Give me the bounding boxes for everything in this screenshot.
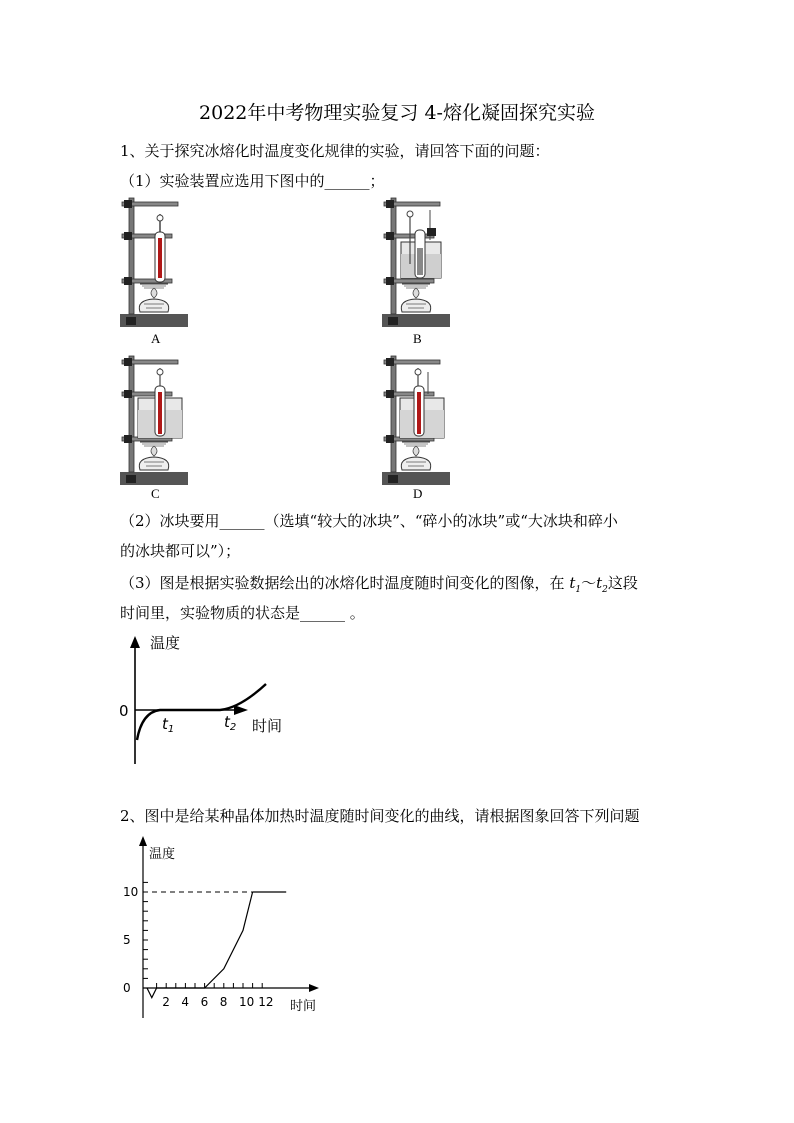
apparatus-a [120,198,188,327]
chart-y-arrow-icon [139,836,147,846]
part-3-text-b: 这段 [607,574,638,592]
chart-y-tick-label: 5 [123,933,131,947]
graph-t1-label: $t_1$ [162,715,175,735]
page-title: 2022年中考物理实验复习 4-熔化凝固探究实验 [199,102,595,124]
chart-x-tick-label: 4 [181,995,190,1009]
chart-y-tick-label: 10 [123,885,139,899]
question-1-part-3-line-2: 时间里，实验物质的状态是______ 。 [120,604,365,622]
question-2-stem: 2、图中是给某种晶体加热时温度随时间变化的曲线，请根据图象回答下列问题 [120,807,640,825]
chart-series-line [147,892,253,998]
apparatus-figure [110,196,470,506]
tilde: ～ [581,574,597,592]
chart-x-tick-label: 12 [258,995,274,1009]
chart-y-minor-ticks [143,882,148,988]
chart-x-label: 时间 [290,999,317,1014]
crystal-heating-chart [115,830,330,1025]
figure-label-c: C [151,486,160,501]
apparatus-b [382,198,450,327]
part-3-text-a: （3）图是根据实验数据绘出的冰熔化时温度随时间变化的图像，在 [120,574,565,592]
temperature-curve [137,684,266,740]
figure-label-d: D [413,486,423,501]
chart-y-tick-label: 0 [123,981,131,995]
graph-y-label: 温度 [150,634,181,652]
chart-x-arrow-icon [309,984,319,992]
figure-label-a: A [151,331,161,346]
chart-x-tick-label: 10 [239,995,255,1009]
figure-label-b: B [413,331,422,346]
apparatus-d [382,356,450,485]
apparatus-c [120,356,188,485]
graph-x-label: 时间 [252,717,283,735]
chart-y-label: 温度 [149,847,176,862]
question-1-part-2-line-2: 的冰块都可以”）； [120,542,241,560]
graph-zero-label: 0 [119,702,129,720]
t2-symbol: $t_2$ [596,574,608,595]
question-1-part-1: （1）实验装置应选用下图中的______； [120,172,385,190]
question-1-stem: 1、关于探究冰熔化时温度变化规律的实验，请回答下面的问题： [120,142,550,160]
chart-x-tick-label: 2 [162,995,170,1009]
t1-symbol: $t_1$ [569,574,582,595]
question-1-part-3-line-1 [120,574,638,599]
y-axis-arrow-icon [130,636,140,648]
chart-x-tick-label: 8 [219,995,228,1009]
question-1-part-2-line-1: （2）冰块要用______（选填“较大的冰块”、“碎小的冰块”或“大冰块和碎小 [120,512,618,530]
chart-x-tick-label: 6 [200,995,209,1009]
graph-t2-label: $t_2$ [224,713,237,733]
ice-melting-graph [110,628,310,770]
